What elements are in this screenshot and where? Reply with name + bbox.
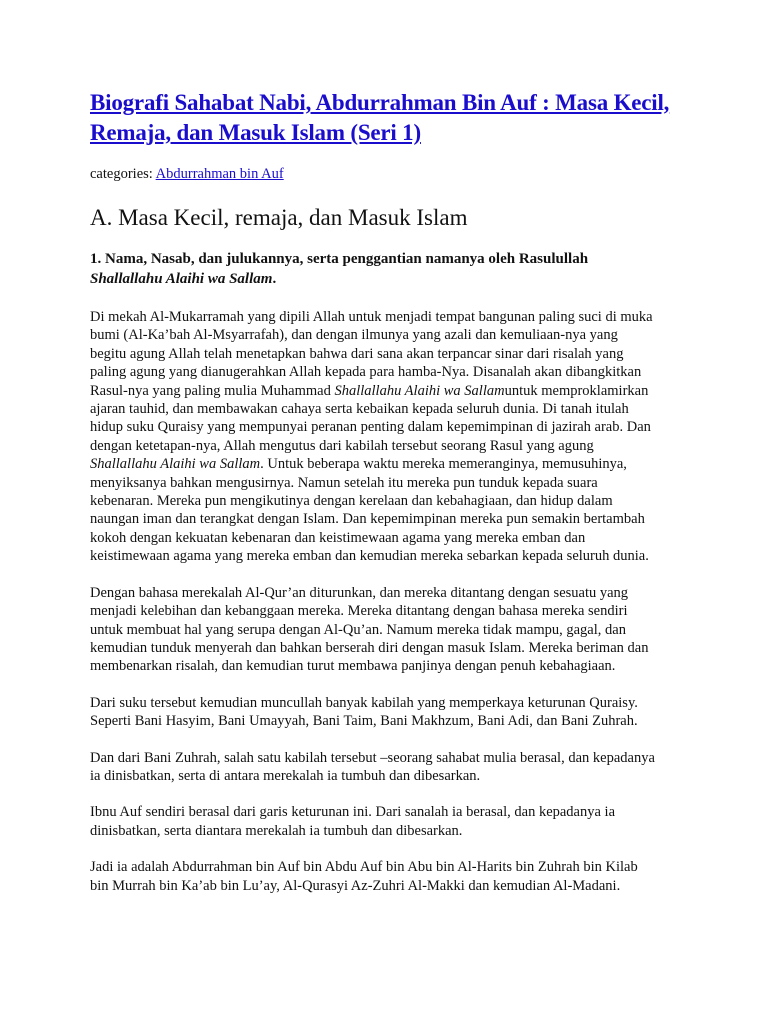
paragraph-line: dinisbatkan, serta diantara merekalah ia tumbuh dan dibesarkan. xyxy=(90,822,463,839)
paragraph-line xyxy=(90,455,690,473)
paragraph-line: keistimewaan agama yang mereka emban dan kemudian mereka sebarkan kepada seluruh dunia. xyxy=(90,548,649,565)
article-title-link[interactable] xyxy=(90,88,690,148)
paragraph-line: Seperti Bani Hasyim, Bani Umayyah, Bani Taim, Bani Makhzum, Bani Adi, dan Bani Zuhrah. xyxy=(90,713,638,730)
paragraph-3 xyxy=(90,694,690,731)
category-link[interactable]: Abdurrahman bin Auf xyxy=(155,166,284,182)
sub-heading-honorific: Shallallahu Alaihi wa Sallam xyxy=(90,271,273,287)
paragraph-line: Dan dari Bani Zuhrah, salah satu kabilah tersebut –seorang sahabat mulia berasal, dan kepadanya xyxy=(90,749,655,766)
paragraph-5 xyxy=(90,803,690,840)
paragraph-2 xyxy=(90,584,690,676)
paragraph-6 xyxy=(90,858,690,895)
sub-heading-line-2 xyxy=(90,269,690,289)
paragraph-line: bin Murrah bin Ka’ab bin Lu’ay, Al-Qurasyi Az-Zuhri Al-Makki dan kemudian Al-Madani. xyxy=(90,877,621,894)
sub-heading xyxy=(90,249,690,289)
paragraph-line: dengan ketetapan-nya, Allah mengutus dari kabilah tersebut seorang Rasul yang agung xyxy=(90,437,594,454)
paragraph-line: kebenaran. Mereka pun mengikutinya dengan kerelaan dan kebahagiaan, dan hidup dalam xyxy=(90,493,613,510)
section-heading: A. Masa Kecil, remaja, dan Masuk Islam xyxy=(90,205,468,230)
paragraph-line: begitu agung Allah telah menetapkan bahwa dari sana akan terpancar sinar dari risalah yang xyxy=(90,345,624,362)
paragraph-line: ajaran tauhid, dan membawakan cahaya serta kebaikan kepada seluruh dunia. Di tanah itulah xyxy=(90,401,629,418)
paragraph-line: membenarkan risalah, dan kemudian turut membawa panjinya dengan penuh kebahagiaan. xyxy=(90,658,616,675)
categories-row xyxy=(90,164,690,184)
document-page xyxy=(90,88,690,895)
paragraph-line: Dari suku tersebut kemudian muncullah banyak kabilah yang memperkaya keturunan Quraisy. xyxy=(90,694,638,711)
article-title-line-2: Remaja, dan Masuk Islam (Seri 1) xyxy=(90,120,421,145)
sub-heading-line-1: 1. Nama, Nasab, dan julukannya, serta penggantian namanya oleh Rasulullah xyxy=(90,251,589,267)
paragraph-1 xyxy=(90,308,690,566)
paragraph-text: . Untuk beberapa waktu mereka memeranginya, memusuhinya, xyxy=(260,456,627,473)
honorific-text: Shallallahu Alaihi wa Sallam xyxy=(90,456,261,473)
paragraph-line: untuk membuat hal yang serupa dengan Al-Qu’an. Namum mereka tidak mampu, gagal, dan xyxy=(90,621,626,638)
paragraph-4 xyxy=(90,749,690,786)
paragraph-line: ia dinisbatkan, serta di antara merekalah ia tumbuh dan dibesarkan. xyxy=(90,767,481,784)
sub-heading-period: . xyxy=(272,271,277,287)
honorific-text: Shallallahu Alaihi wa Sallam xyxy=(334,382,505,399)
paragraph-line: Jadi ia adalah Abdurrahman bin Auf bin Abdu Auf bin Abu bin Al-Harits bin Zuhrah bin Kilab xyxy=(90,859,638,876)
paragraph-line: paling agung yang dianugerahkan Allah kepada para hamba-Nya. Disanalah akan dibangkitkan xyxy=(90,364,642,381)
paragraph-text: untuk memproklamirkan xyxy=(504,382,649,399)
paragraph-line: Dengan bahasa merekalah Al-Qur’an diturunkan, dan mereka ditantang dengan sesuatu yang xyxy=(90,584,629,601)
paragraph-line: kemudian tunduk menyerah dan bahkan berserah diri dengan masuk Islam. Mereka beriman dan xyxy=(90,639,649,656)
paragraph-text: Rasul-nya yang paling mulia Muhammad xyxy=(90,382,335,399)
article-title-line-1: Biografi Sahabat Nabi, Abdurrahman Bin Auf : Masa Kecil, xyxy=(90,90,670,115)
paragraph-line: menjadi kelebihan dan kebanggaan mereka. Mereka ditantang dengan bahasa mereka sendiri xyxy=(90,603,628,620)
article-title xyxy=(90,88,690,148)
paragraph-line: Ibnu Auf sendiri berasal dari garis keturunan ini. Dari sanalah ia berasal, dan kepadanya ia xyxy=(90,804,616,821)
paragraph-line: hidup suku Quraisy yang mempunyai peranan penting dalam kepemimpinan di jazirah arab. Dan xyxy=(90,419,651,436)
categories-label: categories: xyxy=(90,166,153,182)
paragraph-line: menyiksanya bahkan mengusirnya. Namun setelah itu mereka pun tunduk kepada suara xyxy=(90,474,598,491)
paragraph-line: kokoh dengan kekuatan kebenaran dan keistimewaan agama yang mereka emban dan xyxy=(90,529,586,546)
paragraph-line: bumi (Al-Ka’bah Al-Msyarrafah), dan dengan ilmunya yang azali dan kemuliaan-nya yang xyxy=(90,327,618,344)
paragraph-line: Di mekah Al-Mukarramah yang dipili Allah untuk menjadi tempat bangunan paling suci di muka xyxy=(90,309,653,325)
paragraph-line: naungan iman dan terangkat dengan Islam. Dan kepemimpinan mereka pun semakin bertambah xyxy=(90,511,645,528)
paragraph-line xyxy=(90,382,690,400)
